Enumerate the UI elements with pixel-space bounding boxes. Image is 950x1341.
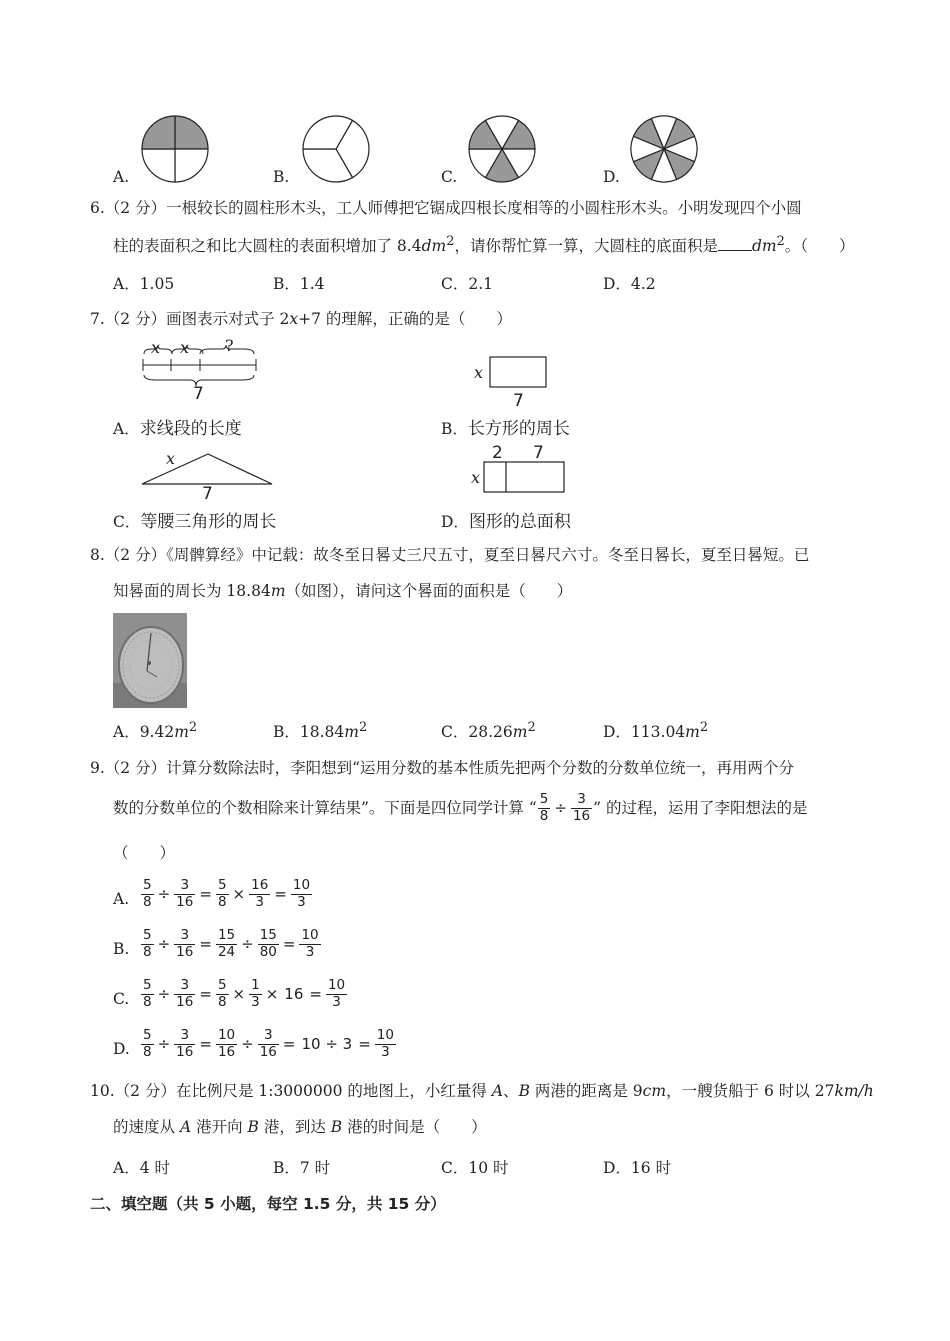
q9-option-a-label[interactable]: A. [113,890,130,908]
composite-rectangle-figure [482,460,568,496]
comp-seven: 7 [533,443,544,463]
q10-line1: 10.（2 分）在比例尺是 1:3000000 的地图上，小红量得 A、B 两港的距离是 9cm，一艘货船于 6 时以 27km/h [90,1082,874,1100]
seg-seven: 7 [193,384,204,404]
q9-option-d-label[interactable]: D. [113,1040,130,1058]
fraction-circle-d [631,116,697,182]
q7-option-b[interactable]: B．长方形的周长 [441,419,570,439]
q5-option-c[interactable]: C. [441,168,458,186]
q5-option-b[interactable]: B. [273,168,290,186]
q6-option-d[interactable]: D．4.2 [603,275,656,293]
q8-option-c[interactable]: C．$28.26m^2$ [441,720,536,742]
q10-option-a[interactable]: A．4 时 [113,1159,170,1177]
circle-sector [142,149,175,182]
q6-line2: 柱的表面积之和比大圆柱的表面积增加了 $8.4dm^2$，请你帮忙算一算，大圆柱的底面积是 $dm^2$。（ ） [113,234,855,256]
q9-line3: （ ） [113,844,176,862]
q6-line1: 6.（2 分）一根较长的圆柱形木头，工人师傅把它锯成四根长度相等的小圆柱形木头。小明发现四个小圆 [90,199,802,217]
q9-option-a-equation: $\frac{5}{8}$ ÷ $\frac{3}{16}$ = $\frac{5}{8}$ × $\frac{16}{3}$ = $\frac{10}{3}$ [143,877,311,910]
circle-sector [175,149,208,182]
q7-stem: 7.（2 分）画图表示对式子 2x+7 的理解，正确的是（ ） [90,310,512,328]
fraction-circle-c [469,116,535,182]
circle-sector [175,116,208,149]
q8-line1: 8.（2 分）《周髀算经》中记载：故冬至日晷丈三尺五寸，夏至日晷尺六寸。冬至日晷长，夏至日晷短。已 [90,546,810,564]
q8-line2: 知晷面的周长为 18.84m（如图），请问这个晷面的面积是（ ） [113,582,573,600]
q9-line1: 9.（2 分）计算分数除法时，李阳想到“运用分数的基本性质先把两个分数的分数单位统一，再用两个分 [90,759,795,777]
q5-option-a[interactable]: A. [113,168,130,186]
seg-question: ? [225,336,234,355]
circle-sector [142,116,175,149]
rect-x: x [474,363,484,382]
q6-option-c[interactable]: C．2.1 [441,275,494,293]
section-heading: 二、填空题（共 5 小题，每空 1.5 分，共 15 分） [90,1195,446,1213]
sundial-photo [113,613,187,708]
q10-line2: 的速度从 A 港开向 B 港，到达 B 港的时间是（ ） [113,1118,487,1136]
q9-option-b-equation: $\frac{5}{8}$ ÷ $\frac{3}{16}$ = $\frac{15}{24}$ ÷ $\frac{15}{80}$ = $\frac{10}{3}$ [143,927,319,960]
comp-two: 2 [492,443,503,463]
rectangle-figure [488,355,550,391]
q5-option-d[interactable]: D. [603,168,620,186]
seg-x2: x [180,338,190,357]
q6-option-a[interactable]: A．1.05 [113,275,175,293]
q10-option-b[interactable]: B．7 时 [273,1159,331,1177]
q9-option-c-label[interactable]: C. [113,990,130,1008]
q9-line2: 数的分数单位的个数相除来计算结果”。下面是四位同学计算 “ $\frac{5}{8}$ ÷ $\frac{3}{16}$ ” 的过程，运用了李阳想法的是 [113,791,808,824]
q8-option-d[interactable]: D．$113.04m^2$ [603,720,709,742]
q9-option-d-equation: $\frac{5}{8}$ ÷ $\frac{3}{16}$ = $\frac{10}{16}$ ÷ $\frac{3}{16}$ = 10 ÷ 3 = $\frac{10}{3}$ [143,1027,394,1060]
q8-option-b[interactable]: B．$18.84m^2$ [273,720,368,742]
q10-option-d[interactable]: D．16 时 [603,1159,672,1177]
q8-option-a[interactable]: A．$9.42m^2$ [113,720,198,742]
tri-seven: 7 [202,484,213,504]
fraction-circle-a [142,116,208,182]
q9-option-c-equation: $\frac{5}{8}$ ÷ $\frac{3}{16}$ = $\frac{5}{8}$ × $\frac{1}{3}$ × 16 = $\frac{10}{3}$ [143,977,346,1010]
q7-option-a[interactable]: A．求线段的长度 [113,419,242,439]
fraction-circle-b [303,116,369,182]
q7-option-d[interactable]: D．图形的总面积 [441,512,571,532]
q7-option-c[interactable]: C．等腰三角形的周长 [113,512,277,532]
circle-figures [100,108,740,188]
answer-blank[interactable] [718,236,752,251]
q9-option-b-label[interactable]: B. [113,940,130,958]
tri-x: x [166,449,176,468]
rect-seven: 7 [513,391,524,411]
comp-x: x [471,468,481,487]
q10-option-c[interactable]: C．10 时 [441,1159,509,1177]
seg-x1: x [151,338,161,357]
q6-option-b[interactable]: B．1.4 [273,275,325,293]
